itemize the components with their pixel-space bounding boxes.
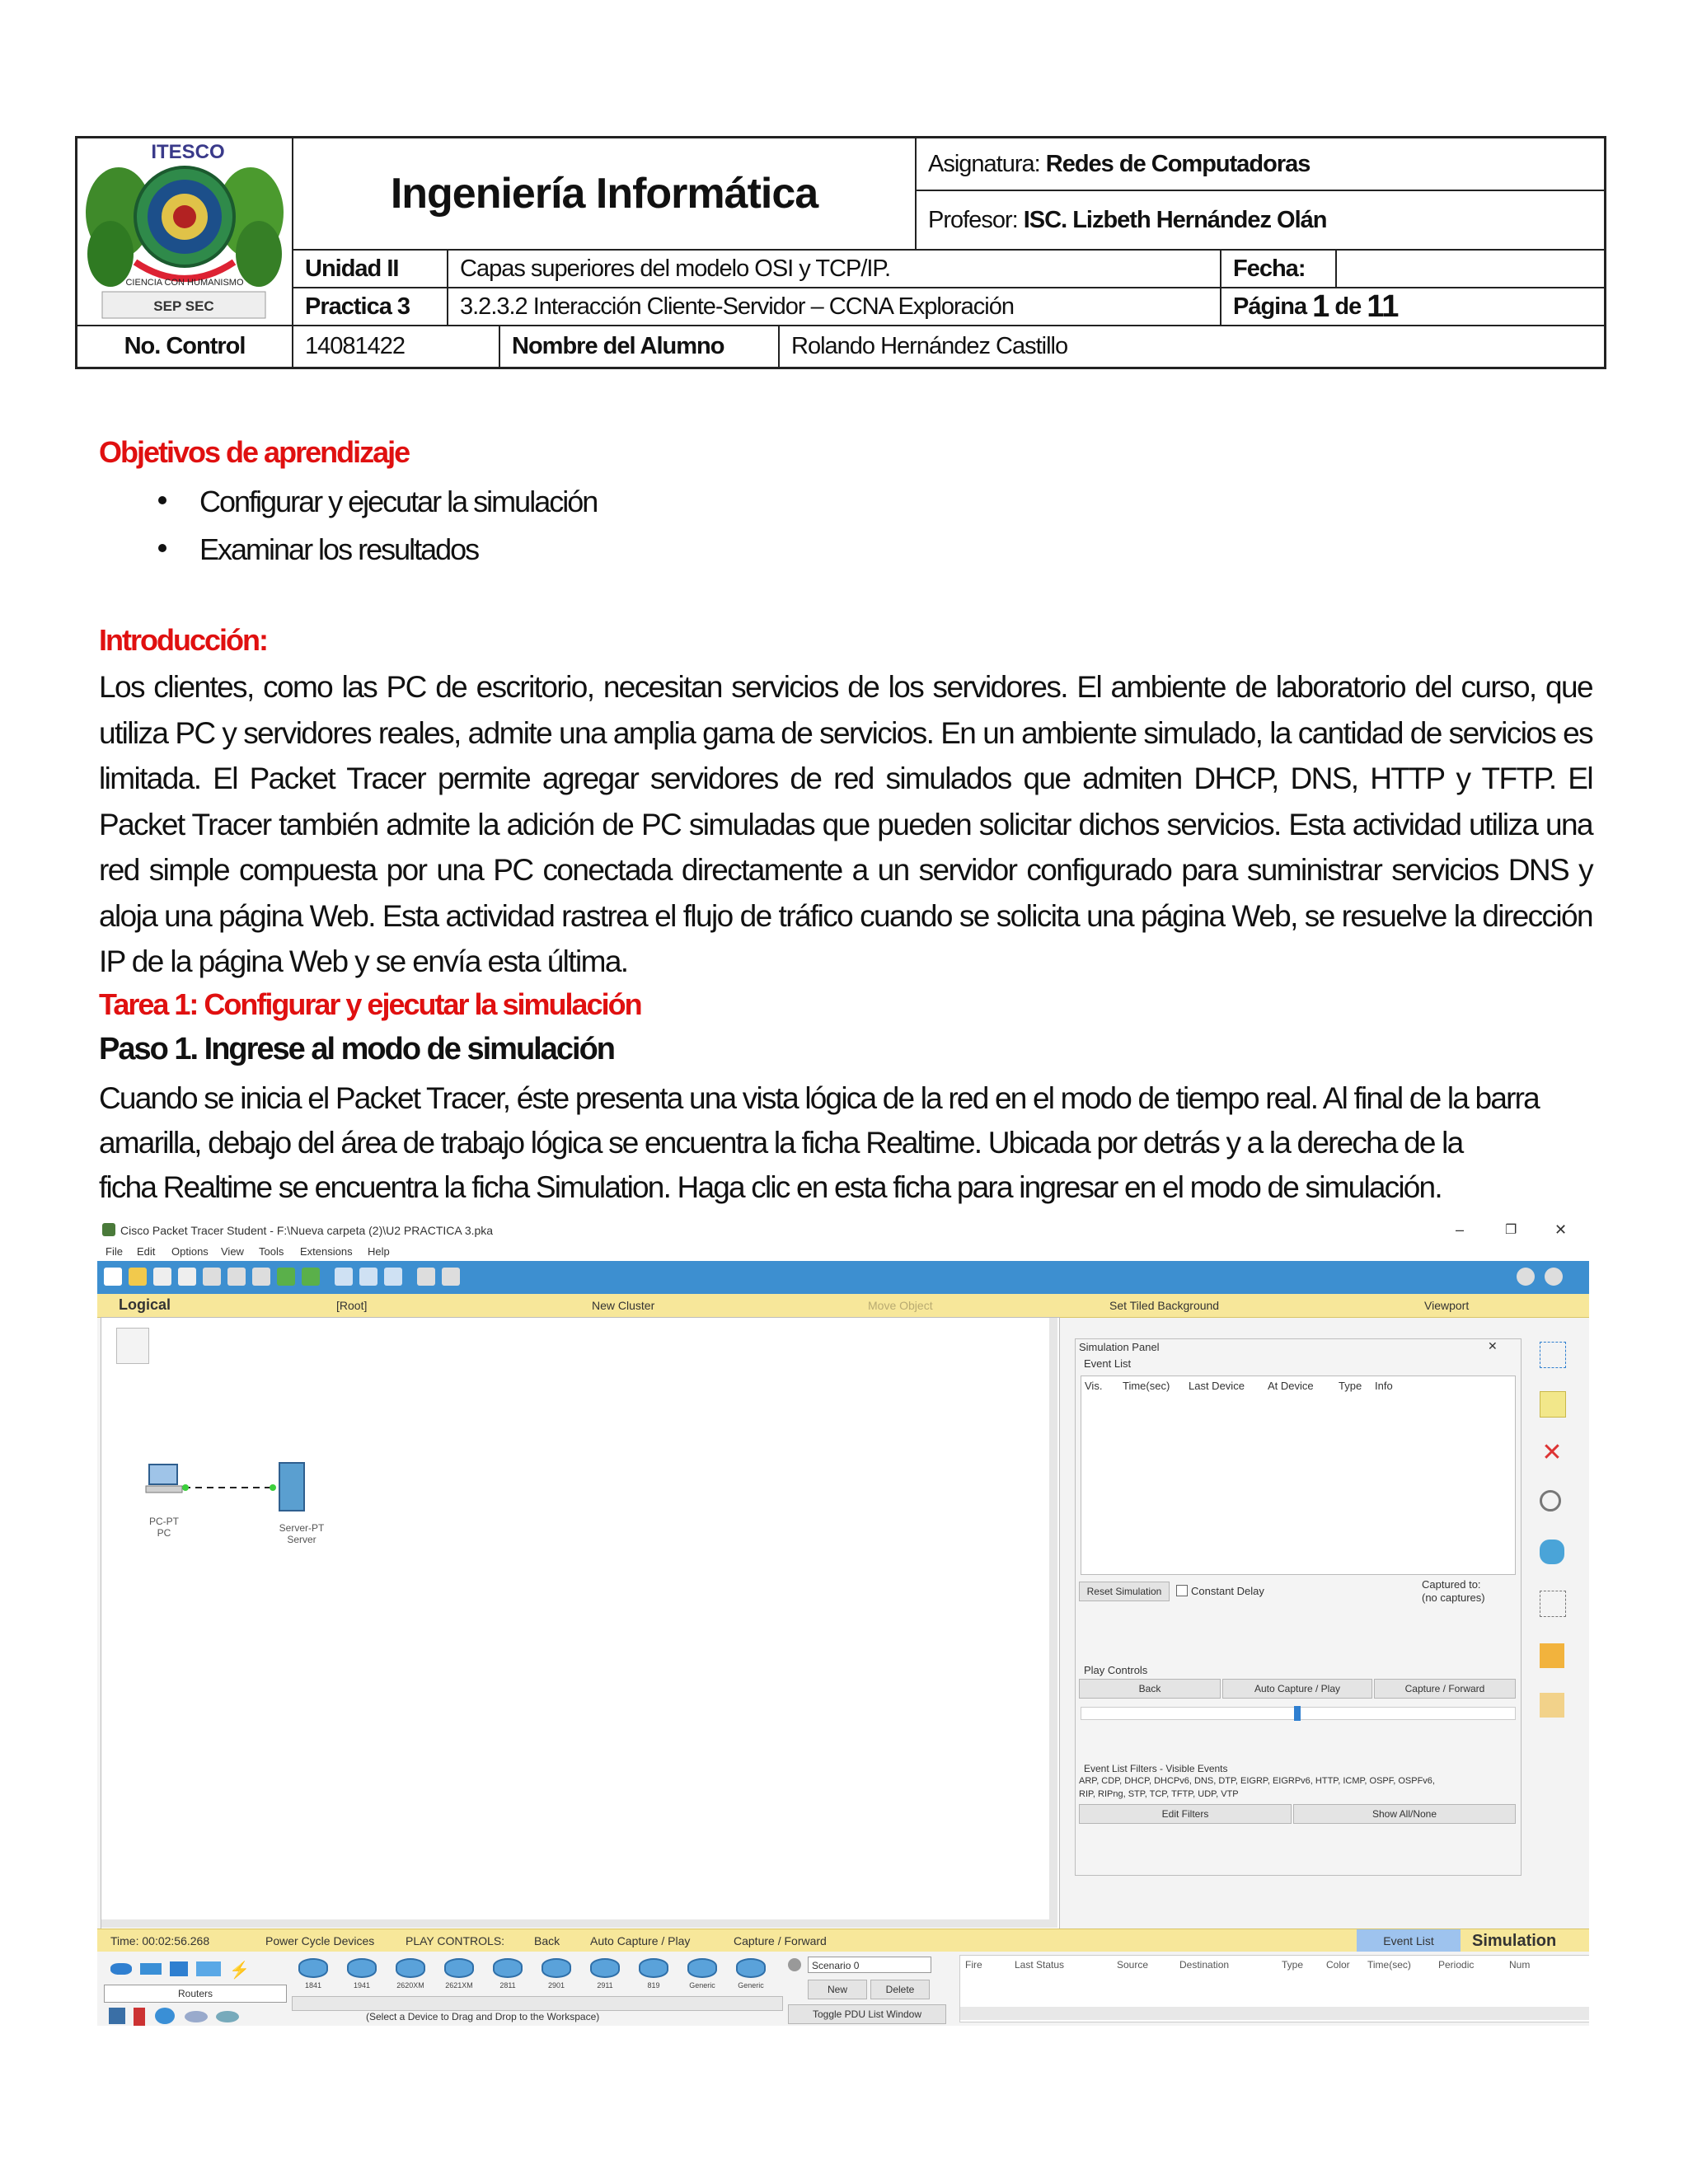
tarea-line: ficha Realtime se encuentra la ficha Simulation. Haga clic en esta ficha para ingresar en el modo de simulación. [99,1170,1442,1204]
router-icon [542,1958,571,1978]
scenario-select[interactable]: Scenario 0 [808,1957,931,1973]
move-object-button[interactable]: Move Object [868,1299,933,1312]
delete-icon[interactable]: ✕ [1541,1439,1563,1466]
zoom-out-icon[interactable] [384,1268,402,1286]
app-icon [102,1223,115,1236]
wan-emulation-icon[interactable] [155,2008,175,2024]
practica-label: Practica 3 [293,288,448,326]
new-file-icon[interactable] [104,1268,122,1286]
menu-edit[interactable]: Edit [137,1245,156,1258]
itesco-logo [77,138,293,326]
event-list[interactable] [1081,1376,1516,1575]
device-model-tile[interactable] [584,1957,626,1993]
panel-close-icon[interactable]: ✕ [1488,1339,1498,1352]
device-model-tile[interactable] [389,1957,432,1993]
device-model-list [292,1957,781,2022]
pdu-column-header: Fire [965,1959,982,1971]
device-category-label: Routers [104,1985,287,2003]
filters-line: RIP, RIPng, STP, TCP, TFTP, UDP, VTP [1079,1789,1239,1799]
end-device-icons[interactable] [109,2008,274,2026]
pdu-column-header: Type [1282,1959,1304,1971]
pc-label [131,1516,197,1539]
device-model-tile[interactable] [438,1957,481,1993]
pdu-column-header: Color [1326,1959,1350,1971]
alumno-label: Nombre del Alumno [500,326,780,367]
pdu-column-header: Destination [1179,1959,1230,1971]
device-model-tile[interactable] [535,1957,578,1993]
back-button[interactable]: Back [1079,1679,1221,1699]
bottom-auto-capture-button[interactable]: Auto Capture / Play [590,1934,691,1947]
alumno-value: Rolando Hernández Castillo [791,333,1068,359]
save-icon[interactable] [153,1268,171,1286]
connections-icon[interactable]: ⚡ [229,1961,250,1980]
device-model-tile[interactable] [486,1957,529,1993]
logical-tab[interactable]: Logical [119,1296,171,1313]
asignatura-value: Redes de Computadoras [1045,150,1311,177]
toggle-pdu-list-button[interactable]: Toggle PDU List Window [788,2004,946,2024]
help-icon[interactable] [1545,1268,1563,1286]
router-icon [590,1958,620,1978]
inspect-icon[interactable] [1540,1490,1561,1511]
info-circle-icon [788,1958,801,1971]
device-model-tile[interactable] [681,1957,724,1993]
paso-heading: Paso 1. Ingrese al modo de simulación [99,1032,614,1066]
pagina-de: de [1334,293,1362,320]
constant-delay-label: Constant Delay [1191,1585,1264,1597]
undo-icon[interactable] [277,1268,295,1286]
profesor-label: Profesor: [928,206,1018,233]
model-list-scrollbar[interactable] [292,1996,783,2011]
menu-options[interactable]: Options [171,1245,209,1258]
bullet [158,544,166,552]
open-folder-icon[interactable] [129,1268,147,1286]
redo-icon[interactable] [302,1268,320,1286]
device-model-tile[interactable] [632,1957,675,1993]
reset-simulation-button[interactable]: Reset Simulation [1079,1582,1170,1601]
bottom-capture-forward-button[interactable]: Capture / Forward [734,1934,827,1947]
col-type: Type [1339,1380,1362,1392]
asignatura-label: Asignatura: [928,150,1040,177]
menu-file[interactable]: File [106,1245,123,1258]
router-icon [444,1958,474,1978]
resize-shape-icon[interactable] [1540,1591,1566,1617]
pdu-column-header: Time(sec) [1367,1959,1411,1971]
play-controls-label: Play Controls [1084,1664,1148,1676]
device-model-label: 2901 [547,1981,565,1990]
simulation-panel [1075,1338,1522,1876]
menu-view[interactable]: View [221,1245,244,1258]
edit-filters-button[interactable]: Edit Filters [1079,1804,1292,1824]
control-value: 14081422 [293,326,500,367]
col-at-device: At Device [1268,1380,1314,1392]
add-complex-pdu-icon[interactable] [1540,1693,1564,1718]
device-model-tile[interactable] [340,1957,383,1993]
intro-paragraph: Los clientes, como las PC de escritorio, necesitan servicios de los servidores. El ambiente de laboratorio del curso, que utiliza PC y servidores reales, admite una amplia gama de servicios. En un ambiente simulado, la cantidad de servicios es limitada. El Packet Tracer permite agregar servidores de red simulados que admiten DHCP, DNS, HTTP y TFTP. El Packet Tracer también admite la adición de PC simuladas que pueden solicitar dichos servicios. Esta actividad utiliza una red simple compuesta por una PC conectada directamente a un servidor configurado para suministrar servicios DNS y aloja una página Web. Esta actividad rastrea el flujo de tráfico cuando se solicita una página Web, se resuelve la dirección IP de la página Web y se envía esta última. [99,670,1592,978]
device-model-label: 1941 [353,1981,371,1990]
custom-device-icon[interactable] [442,1268,460,1286]
select-icon[interactable] [1540,1342,1566,1368]
delete-scenario-button[interactable]: Delete [870,1980,930,1999]
bullet [158,496,166,504]
tarea-heading: Tarea 1: Configurar y ejecutar la simulación [99,987,641,1021]
router-icon [298,1958,328,1978]
info-icon[interactable] [1517,1268,1535,1286]
logo-text: ITESCO [151,141,225,163]
router-icon [347,1958,377,1978]
status-bar [97,1929,1589,1952]
header-table [75,136,1606,369]
device-model-label: 1841 [304,1981,322,1990]
server-type: Server-PT [279,1522,325,1534]
workspace-bar [97,1294,1589,1318]
pdu-column-header: Last Status [1015,1959,1065,1971]
menu-extensions[interactable]: Extensions [300,1245,353,1258]
device-model-tile[interactable] [729,1957,772,1993]
root-link[interactable]: [Root] [336,1299,368,1312]
new-cluster-button[interactable]: New Cluster [592,1299,655,1312]
auto-capture-button[interactable]: Auto Capture / Play [1222,1679,1372,1699]
unidad-value: Capas superiores del modelo OSI y TCP/IP. [448,251,1221,288]
device-model-label: 2620XM [396,1981,424,1990]
simulation-tab[interactable]: Simulation [1472,1932,1557,1950]
page-title: Ingeniería Informática [293,138,917,251]
filters-line: ARP, CDP, DHCP, DHCPv6, DNS, DTP, EIGRP, EIGRPv6, HTTP, ICMP, OSPF, OSPFv6, [1079,1776,1435,1786]
zoom-reset-icon[interactable] [359,1268,377,1286]
pagina-label: Página [1233,293,1307,320]
switch-category-icon[interactable] [140,1963,162,1975]
navigation-icon[interactable] [116,1328,149,1364]
pagina-total: 11 [1367,288,1399,324]
bottom-back-button[interactable]: Back [534,1934,560,1947]
router-icon [396,1958,425,1978]
device-panel [97,1952,1589,2026]
server-label [265,1522,339,1545]
pdu-column-header: Num [1509,1959,1531,1971]
fecha-label: Fecha: [1221,251,1337,288]
maximize-button[interactable]: ❐ [1505,1223,1517,1237]
place-note-icon[interactable] [1540,1391,1566,1418]
drag-drop-hint: (Select a Device to Drag and Drop to the Workspace) [366,2011,600,2022]
constant-delay-checkbox[interactable] [1176,1585,1188,1596]
end-devices-icon[interactable] [109,2008,125,2024]
pc-name: PC [157,1527,171,1539]
fecha-value [1337,251,1604,288]
main-toolbar [97,1261,1589,1294]
wizard-icon[interactable] [203,1268,221,1286]
pagina-cell [1221,288,1604,326]
show-all-button[interactable]: Show All/None [1293,1804,1516,1824]
scenario-controls [788,1955,953,2026]
sim-panel-title: Simulation Panel [1079,1341,1160,1353]
no-captures-label: (no captures) [1422,1591,1485,1604]
logo-motto: CIENCIA CON HUMANISMO [125,278,244,288]
custom-devices-icon[interactable] [185,2011,208,2022]
col-info: Info [1375,1380,1393,1392]
pdu-scrollbar[interactable] [960,2007,1589,2020]
draw-shape-icon[interactable] [1540,1540,1564,1564]
wireless-category-icon[interactable] [196,1961,221,1976]
filters-label: Event List Filters - Visible Events [1084,1763,1228,1774]
tarea-line: Cuando se inicia el Packet Tracer, éste presenta una vista lógica de la red en el modo de tiempo real. Al final de la barra [99,1081,1539,1115]
power-cycle-button[interactable]: Power Cycle Devices [265,1934,375,1947]
unidad-label: Unidad II [293,251,448,288]
new-scenario-button[interactable]: New [808,1980,867,1999]
slider-handle[interactable] [1294,1706,1301,1721]
horizontal-scrollbar[interactable] [101,1919,1049,1928]
menu-help[interactable]: Help [368,1245,390,1258]
pdu-column-header: Source [1117,1959,1149,1971]
intro-heading: Introducción: [99,623,267,657]
pdu-column-header: Periodic [1438,1959,1475,1971]
device-model-tile[interactable] [292,1957,335,1993]
router-icon [687,1958,717,1978]
list-item-text: Configurar y ejecutar la simulación [199,485,598,518]
capture-forward-button[interactable]: Capture / Forward [1374,1679,1516,1699]
minimize-button[interactable]: – [1456,1221,1465,1238]
objetivos-heading: Objetivos de aprendizaje [99,435,410,469]
set-tiled-background-button[interactable]: Set Tiled Background [1109,1299,1220,1312]
vertical-scrollbar[interactable] [1049,1318,1057,1928]
tarea-line: amarilla, debajo del área de trabajo lógica se encuentra la ficha Realtime. Ubicada por detrás y a la derecha de la [99,1126,1463,1160]
security-icon[interactable] [134,2008,145,2026]
menu-bar [97,1243,1589,1261]
viewport-button[interactable]: Viewport [1424,1299,1470,1312]
list-item-text: Examinar los resultados [199,532,479,566]
router-category-icon[interactable] [110,1963,132,1975]
window-titlebar [97,1218,1589,1243]
print-icon[interactable] [178,1268,196,1286]
device-model-label: 819 [647,1981,660,1990]
paste-icon[interactable] [252,1268,270,1286]
pdu-list[interactable] [959,1955,1589,2022]
col-time: Time(sec) [1123,1380,1170,1392]
profesor-cell [917,191,1604,251]
packet-tracer-screenshot [97,1218,1589,2026]
logical-workspace[interactable] [101,1317,1060,1930]
device-model-label: Generic [738,1981,764,1990]
close-button[interactable]: ✕ [1554,1221,1568,1238]
hub-category-icon[interactable] [170,1961,188,1976]
router-icon [493,1958,523,1978]
pc-type: PC-PT [149,1516,179,1527]
zoom-in-icon[interactable] [335,1268,353,1286]
captured-to-label: Captured to: [1422,1578,1481,1591]
right-tool-palette [1528,1338,1578,1915]
col-vis: Vis. [1085,1380,1103,1392]
device-model-label: 2811 [499,1981,516,1990]
window-title: Cisco Packet Tracer Student - F:\Nueva carpeta (2)\U2 PRACTICA 3.pka [120,1224,494,1237]
device-category-icons[interactable] [110,1960,287,1981]
server-name: Server [287,1534,316,1545]
control-label: No. Control [77,326,293,367]
device-model-label: Generic [689,1981,715,1990]
copy-icon[interactable] [227,1268,246,1286]
menu-tools[interactable]: Tools [259,1245,284,1258]
pagina-num: 1 [1312,288,1329,324]
profesor-value: ISC. Lizbeth Hernández Olán [1023,206,1327,233]
col-last-device: Last Device [1189,1380,1245,1392]
practica-value: 3.2.3.2 Interacción Cliente-Servidor – CCNA Exploración [448,288,1221,326]
asignatura-cell [917,138,1604,191]
multiuser-icon[interactable] [216,2011,239,2022]
time-display: Time: 00:02:56.268 [110,1934,210,1947]
add-simple-pdu-icon[interactable] [1540,1643,1564,1668]
speed-slider[interactable] [1081,1707,1516,1720]
event-list-tab[interactable]: Event List [1357,1929,1461,1952]
router-icon [736,1958,766,1978]
router-icon [639,1958,668,1978]
device-model-label: 2911 [597,1981,613,1990]
logo-badges: SEP SEC [153,298,214,314]
play-controls-label: PLAY CONTROLS: [406,1934,505,1947]
palette-icon[interactable] [417,1268,435,1286]
device-model-label: 2621XM [445,1981,473,1990]
event-list-label: Event List [1084,1357,1132,1370]
